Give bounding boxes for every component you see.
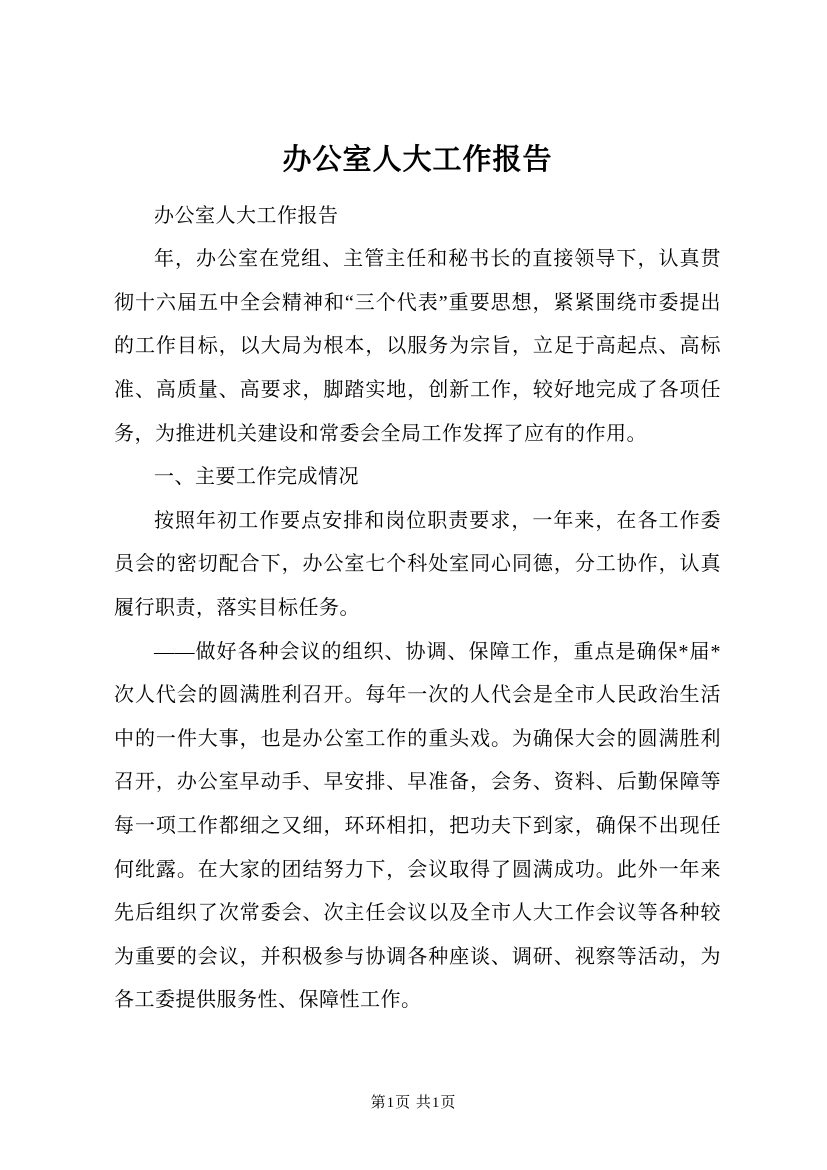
paragraph: 按照年初工作要点安排和岗位职责要求，一年来，在各工作委员会的密切配合下，办公室七个科处室同心同德，分工协作，认真履行职责，落实目标任务。 (114, 509, 721, 619)
document-title: 办公室人大工作报告 (282, 144, 553, 176)
section-heading: 一、主要工作完成情况 (154, 466, 359, 489)
paragraph: ——做好各种会议的组织、协调、保障工作，重点是确保*届*次人代会的圆满胜利召开。每年一次的人代会是全市人民政治生活中的一件大事，也是办公室工作的重头戏。为确保大会的圆满胜利召开，办公室早动手、早安排、早准备，会务、资料、后勤保障等每一项工作都细之又细，环环相扣，把功夫下到家，确保不出现任何纰露。在大家的团结努力下，会议取得了圆满成功。此外一年来先后组织了次常委会、次主任会议以及全市人大工作会议等各种较为重要的会议，并积极参与协调各种座谈、调研、视察等活动，为各工委提供服务性、保障性工作。 (114, 640, 721, 1012)
paragraph: 年，办公室在党组、主管主任和秘书长的直接领导下，认真贯彻十六届五中全会精神和“三个代表”重要思想，紧紧围绕市委提出的工作目标，以大局为根本，以服务为宗旨，立足于高起点、高标准、高质量、高要求，脚踏实地，创新工作，较好地完成了各项任务，为推进机关建设和常委会全局工作发挥了应有的作用。 (114, 248, 721, 445)
paragraph: 办公室人大工作报告 (154, 204, 339, 227)
page-number-footer: 第1页 共1页 (370, 1095, 457, 1111)
